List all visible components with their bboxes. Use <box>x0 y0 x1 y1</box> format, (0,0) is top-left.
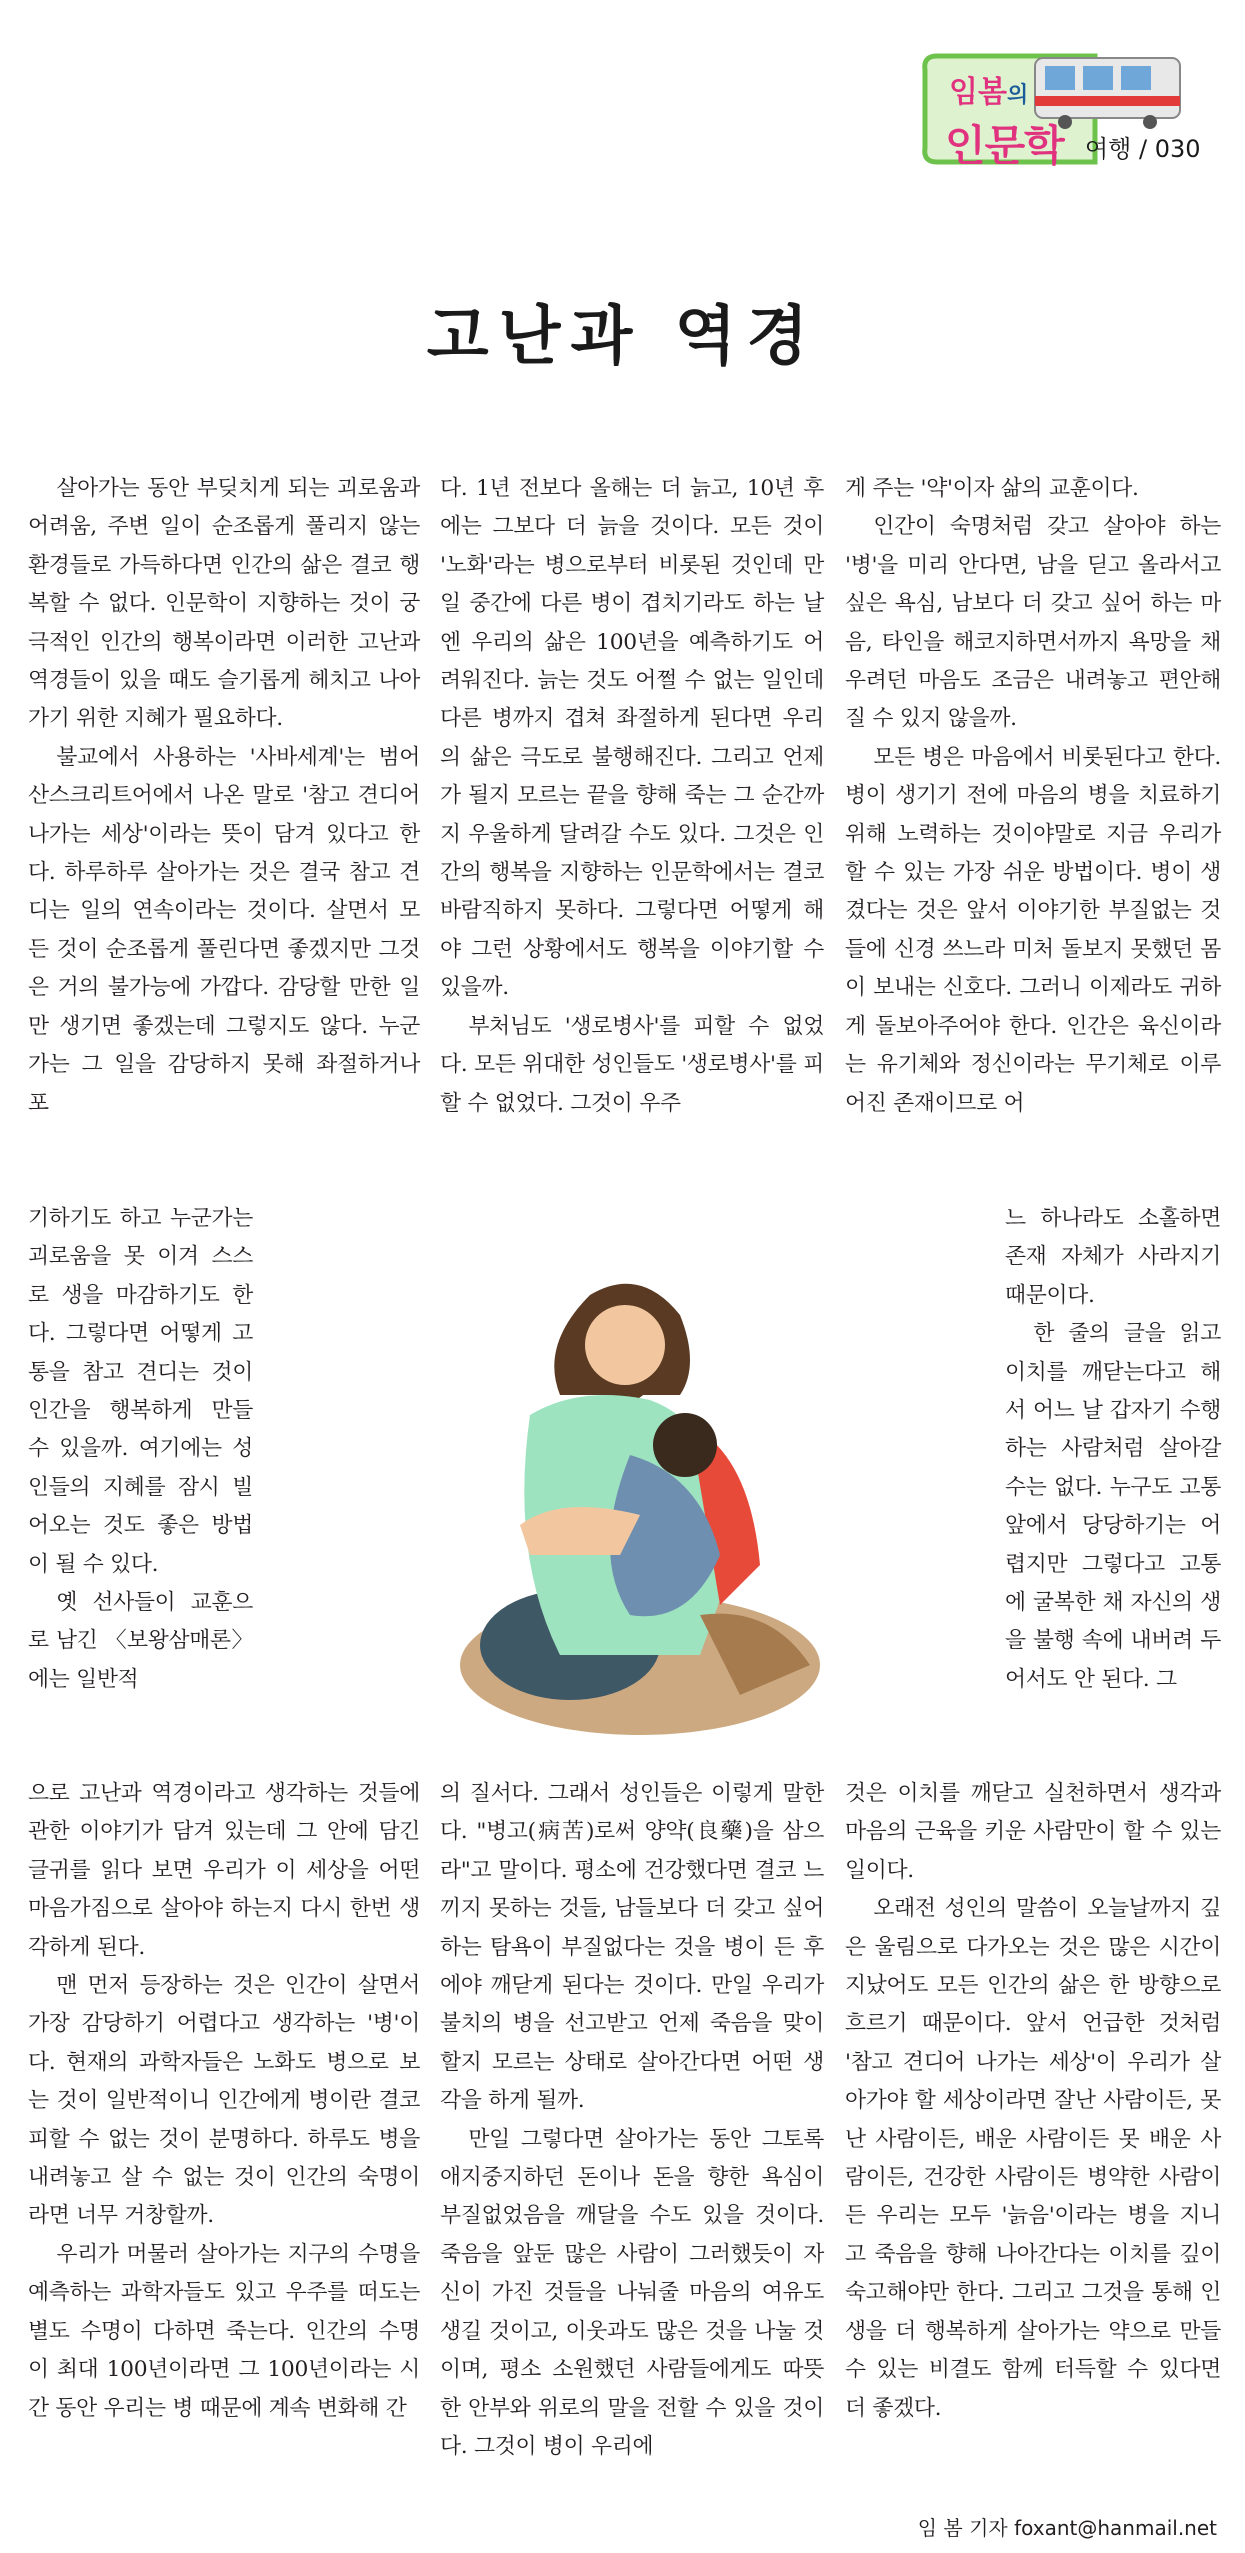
series-number: 여행 / 030 <box>1085 135 1201 163</box>
series-header <box>915 45 1215 175</box>
paragraph: 기하기도 하고 누군가는 괴로움을 못 이겨 스스로 생을 마감하기도 한다. 그렇다면 어떻게 고통을 참고 견디는 것이 인간을 행복하게 만들 수 있을까. 여기에는 성인들의 지혜를 잠시 빌어오는 것도 좋은 방법이 될 수 있다. <box>28 1206 253 1577</box>
column-3-narrow <box>1005 1200 1221 1699</box>
paragraph: 부처님도 '생로병사'를 피할 수 없었다. 모든 위대한 성인들도 '생로병사'를 피할 수 없었다. 그것이 우주 <box>440 1013 824 1116</box>
paragraph: 다. 1년 전보다 올해는 더 늙고, 10년 후에는 그보다 더 늙을 것이다. 모든 것이 '노화'라는 병으로부터 비롯된 것인데 만일 중간에 다른 병이 겹치기라도 하는 날엔 우리의 삶은 100년을 예측하기도 어려워진다. 늙는 것도 어쩔 수 없는 일인데 다른 병까지 겹쳐 좌절하게 된다면 우리의 삶은 극도로 불행해진다. 그리고 언제가 될지 모르는 끝을 향해 죽는 그 순간까지 우울하게 달려갈 수도 있다. 그것은 인간의 행복을 지향하는 인문학에서는 결코 바람직하지 못하다. 그렇다면 어떻게 해야 그런 상황에서도 행복을 이야기할 수 있을까. <box>440 476 824 1001</box>
paragraph: 오래전 성인의 말씀이 오늘날까지 깊은 울림으로 다가오는 것은 많은 시간이 지났어도 모든 인간의 삶은 한 방향으로 흐르기 때문이다. 앞서 언급한 것처럼 '참고 견디어 나가는 세상'이 우리가 살아가야 할 세상이라면 잘난 사람이든, 못난 사람이든, 배운 사람이든 못 배운 사람이든, 건강한 사람이든 병약한 사람이든 우리는 모두 '늙음'이라는 병을 지니고 죽음을 향해 나아간다는 이치를 깊이 숙고해야만 한다. 그리고 그것을 통해 인생을 더 행복하게 살아가는 약으로 만들 수 있는 비결도 함께 터득할 수 있다면 더 좋겠다. <box>845 1896 1221 2421</box>
column-2-bottom <box>440 1775 824 2466</box>
paragraph: 우리가 머물러 살아가는 지구의 수명을 예측하는 과학자들도 있고 우주를 떠도는 별도 수명이 다하면 죽는다. 인간의 수명이 최대 100년이라면 그 100년이라는 시간 동안 우리는 병 때문에 계속 변화해 간 <box>28 2241 420 2421</box>
embrace-illustration <box>440 1225 840 1745</box>
paragraph: 으로 고난과 역경이라고 생각하는 것들에 관한 이야기가 담겨 있는데 그 안에 담긴 글귀를 읽다 보면 우리가 이 세상을 어떤 마음가짐으로 살아야 하는지 다시 한번 생각하게 된다. <box>28 1781 420 1960</box>
paragraph: 느 하나라도 소홀하면 존재 자체가 사라지기 때문이다. <box>1005 1206 1221 1308</box>
column-3-bottom <box>845 1775 1221 2428</box>
paragraph: 게 주는 '약'이자 삶의 교훈이다. <box>845 476 1139 501</box>
paragraph: 옛 선사들이 교훈으로 남긴 〈보왕삼매론〉에는 일반적 <box>28 1590 253 1692</box>
byline: 임 봄 기자 foxant@hanmail.net <box>917 2516 1217 2540</box>
paragraph: 만일 그렇다면 살아가는 동안 그토록 애지중지하던 돈이나 돈을 향한 욕심이 부질없었음을 깨달을 수도 있을 것이다. 죽음을 앞둔 많은 사람이 그러했듯이 자신이 가진 것들을 나눠줄 마음의 여유도 생길 것이고, 이웃과도 많은 것을 나눌 것이며, 평소 소원했던 사람들에게도 따뜻한 안부와 위로의 말을 전할 수 있을 것이다. 그것이 병이 우리에 <box>440 2126 824 2459</box>
paragraph: 의 질서다. 그래서 성인들은 이렇게 말한다. "병고(病苦)로써 양약(良藥)을 삼으라"고 말이다. 평소에 건강했다면 결코 느끼지 못하는 것들, 남들보다 더 갖고 싶어 하는 탐욕이 부질없다는 것을 병이 든 후에야 깨닫게 된다는 것이다. 만일 우리가 불치의 병을 선고받고 언제 죽음을 맞이할지 모르는 상태로 살아간다면 어떤 생각을 하게 될까. <box>440 1781 824 2114</box>
column-1-bottom <box>28 1775 420 2428</box>
series-name: 인문학 <box>945 121 1064 170</box>
column-1-narrow <box>28 1200 253 1699</box>
paragraph: 것은 이치를 깨닫고 실천하면서 생각과 마음의 근육을 키운 사람만이 할 수 있는 일이다. <box>845 1781 1221 1883</box>
article-title: 고난과 역경 <box>426 300 819 374</box>
paragraph: 맨 먼저 등장하는 것은 인간이 살면서 가장 감당하기 어렵다고 생각하는 '병'이다. 현재의 과학자들은 노화도 병으로 보는 것이 일반적이니 인간에게 병이란 결코 피할 수 없는 것이 분명하다. 하루도 병을 내려놓고 살 수 없는 것이 인간의 숙명이라면 너무 거창할까. <box>28 1973 420 2229</box>
series-author: 임봄의 <box>949 75 1029 110</box>
column-3-top <box>845 470 1221 1123</box>
paragraph: 한 줄의 글을 읽고 이치를 깨닫는다고 해서 어느 날 갑자기 수행하는 사람처럼 살아갈 수는 없다. 누구도 고통 앞에서 당당하기는 어렵지만 그렇다고 고통에 굴복한 채 자신의 생을 불행 속에 내버려 두어서도 안 된다. 그 <box>1005 1321 1221 1692</box>
paragraph: 살아가는 동안 부딪치게 되는 괴로움과 어려움, 주변 일이 순조롭게 풀리지 않는 환경들로 가득하다면 인간의 삶은 결코 행복할 수 없다. 인문학이 지향하는 것이 궁극적인 인간의 행복이라면 이러한 고난과 역경들이 있을 때도 슬기롭게 헤치고 나아가기 위한 지혜가 필요하다. <box>28 476 420 732</box>
paragraph: 모든 병은 마음에서 비롯된다고 한다. 병이 생기기 전에 마음의 병을 치료하기 위해 노력하는 것이야말로 지금 우리가 할 수 있는 가장 쉬운 방법이다. 병이 생겼다는 것은 앞서 이야기한 부질없는 것들에 신경 쓰느라 미처 돌보지 못했던 몸이 보내는 신호다. 그러니 이제라도 귀하게 돌보아주어야 한다. 인간은 육신이라는 유기체와 정신이라는 무기체로 이루어진 존재이므로 어 <box>845 744 1221 1116</box>
column-1-top <box>28 470 420 1123</box>
column-2-top <box>440 470 824 1123</box>
paragraph: 인간이 숙명처럼 갖고 살아야 하는 '병'을 미리 안다면, 남을 딛고 올라서고 싶은 욕심, 남보다 더 갖고 싶어 하는 마음, 타인을 해코지하면서까지 욕망을 채우려던 마음도 조금은 내려놓고 편안해질 수 있지 않을까. <box>845 514 1221 732</box>
paragraph: 불교에서 사용하는 '사바세계'는 범어 산스크리트어에서 나온 말로 '참고 견디어 나가는 세상'이라는 뜻이 담겨 있다고 한다. 하루하루 살아가는 것은 결국 참고 견디는 일의 연속이라는 것이다. 살면서 모든 것이 순조롭게 풀린다면 좋겠지만 그것은 거의 불가능에 가깝다. 감당할 만한 일만 생기면 좋겠는데 그렇지도 않다. 누군가는 그 일을 감당하지 못해 좌절하거나 포 <box>28 744 420 1116</box>
